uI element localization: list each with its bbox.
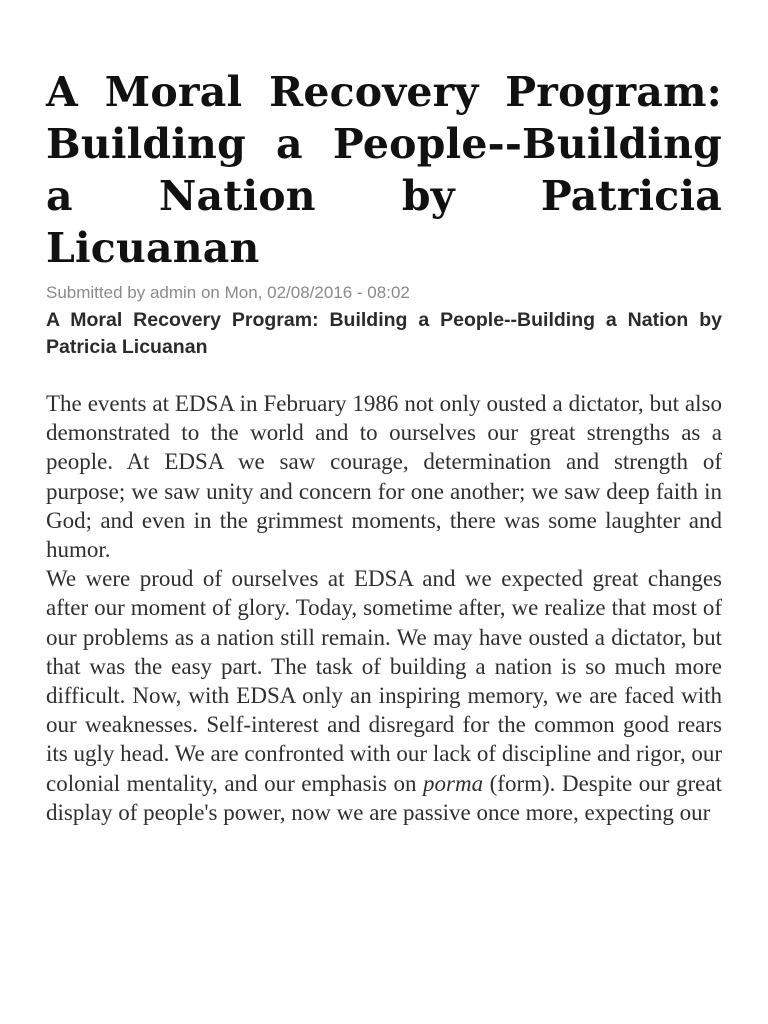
submitted-meta: Submitted by admin on Mon, 02/08/2016 - 08:02	[46, 283, 410, 302]
article-subtitle: A Moral Recovery Program: Building a People--Building a Nation by Patricia Licuanan	[46, 309, 722, 358]
paragraph-2	[46, 564, 722, 827]
article-title: A Moral Recovery Program: Building a People--Building a Nation by Patricia Licuanan	[46, 68, 722, 272]
paragraph-1: The events at EDSA in February 1986 not only ousted a dictator, but also demonstrated to the world and to ourselves our great strengths as a people. At EDSA we saw courage, determination and strength of purpose; we saw unity and concern for one another; we saw deep faith in God; and even in the grimmest moments, there was some laughter and humor.	[46, 391, 722, 563]
paragraph-2-text-a: We were proud of ourselves at EDSA and we expected great changes after our moment of glory. Today, sometime after, we realize that most of our problems as a nation still remain. We may have ousted a dictator, but that was the easy part. The task of building a nation is so much more difficult. Now, with EDSA only an inspiring memory, we are faced with our weaknesses. Self-interest and disregard for the common good rears its ugly head. We are confronted with our lack of discipline and rigor, our colonial mentality, and our emphasis on	[46, 566, 722, 796]
article-body	[46, 389, 722, 827]
article	[46, 66, 722, 827]
paragraph-2-italic-term: porma	[423, 770, 484, 796]
paragraph-2-text-b: (form). Despite our great display of people's power, now we are passive once more, expecting our	[46, 770, 722, 825]
